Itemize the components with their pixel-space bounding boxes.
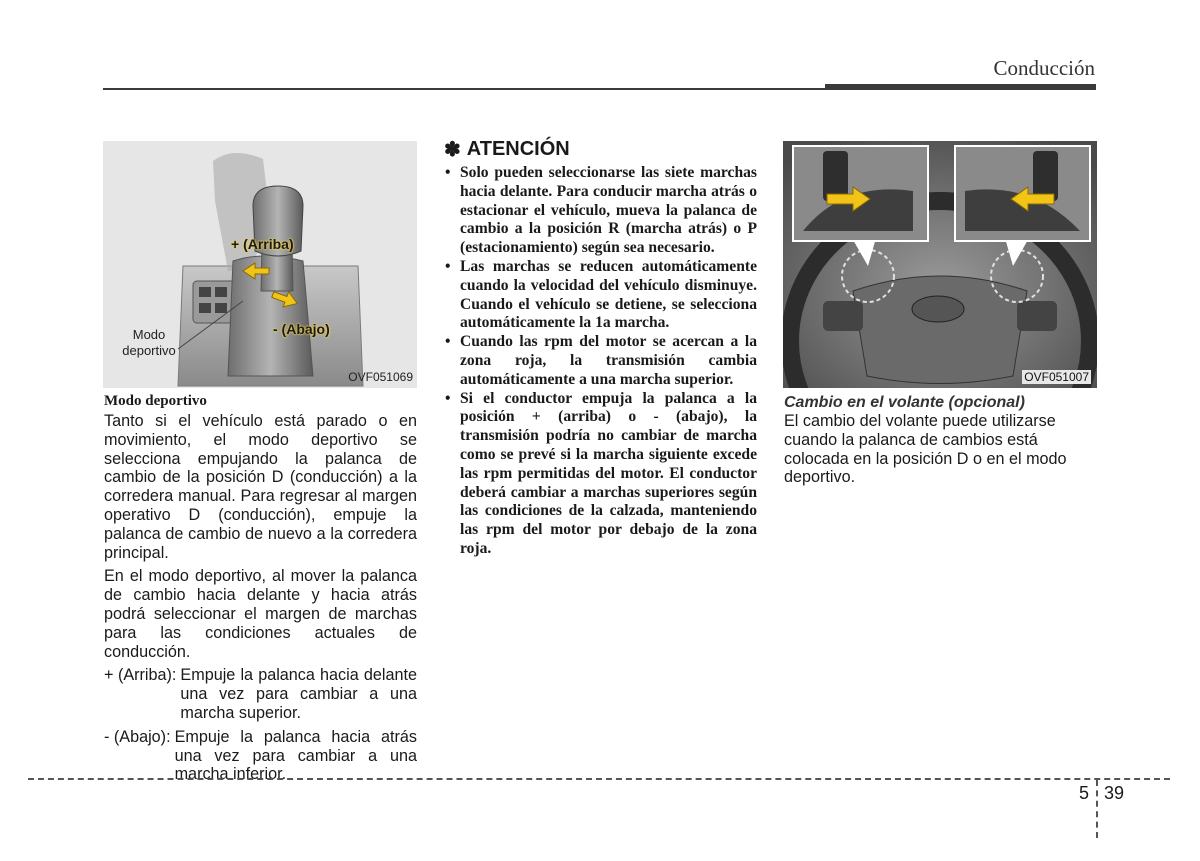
footer-rule xyxy=(28,778,1170,780)
definition-down xyxy=(104,728,417,784)
header-rule xyxy=(103,88,825,90)
section-number: 5 xyxy=(1079,783,1090,803)
attention-heading xyxy=(444,137,757,162)
paddle-shift-caption: Cambio en el volante (opcional) xyxy=(784,394,1025,411)
header-rule-thick xyxy=(825,84,1096,90)
list-item-text: Las marchas se reducen automáticamente cuando la velocidad del vehículo disminuye. Cuando el vehículo se detiene, se selecciona automáticamente la 1a marcha. xyxy=(460,257,757,332)
paddle-shift-text: El cambio del volante puede utilizarse cuando la palanca de cambios está colocada en la posición D o en el modo deportivo. xyxy=(784,412,1067,487)
definition-up xyxy=(104,666,417,722)
attention-list xyxy=(444,164,757,559)
left-column xyxy=(104,393,417,784)
list-item xyxy=(444,390,757,559)
bullet-icon: • xyxy=(445,257,451,275)
attention-title: ATENCIÓN xyxy=(466,138,570,160)
steering-wheel-illustration xyxy=(783,141,1097,388)
list-item xyxy=(444,258,757,333)
definition-term: - (Abajo): xyxy=(104,727,171,746)
definition-term: + (Arriba): xyxy=(104,666,177,685)
callout-arriba: + (Arriba) xyxy=(231,236,294,252)
bullet-icon: • xyxy=(445,333,451,351)
bullet-icon: • xyxy=(445,164,451,181)
sport-mode-paragraph-1: Tanto si el vehículo está parado o en movimiento, el modo deportivo se selecciona empujando la palanca de cambio de la posición D (conducción) a la corredera manual. Para regresar al margen operativo D (conducción), empuje la palanca de cambio de nuevo a la corredera principal. xyxy=(104,412,417,562)
attention-column xyxy=(444,137,757,559)
page-number: 39 xyxy=(1104,783,1125,803)
list-item-text: Cuando las rpm del motor se acercan a la zona roja, la transmisión cambia automáticamente a una marcha superior. xyxy=(460,333,757,388)
list-item-text: Solo pueden seleccionarse las siete marchas hacia delante. Para conducir marcha atrás o estacionar el vehículo, mueva la palanca de cambio a la posición R (marcha atrás) o P (estacionamiento) según sea necesario. xyxy=(460,164,757,257)
sport-mode-paragraph-2: En el modo deportivo, al mover la palanca de cambio hacia delante y hacia atrás podrá seleccionar el margen de marchas para las condiciones actuales de conducción. xyxy=(104,567,417,661)
sport-mode-heading: Modo deportivo xyxy=(104,393,207,409)
figure-code-left: OVF051069 xyxy=(348,370,413,384)
list-item-text: Si el conductor empuja la palanca a la posición + (arriba) o - (abajo), la transmisión podría no cambiar de marcha como se prevé si la marcha siguiente excede las rpm permitidas del motor. El conductor deberá cambiar a marchas superiores según las condiciones de la calzada, manteniendo las rpm del motor por debajo de la zona roja. xyxy=(460,389,757,557)
definition-desc: Empuje la palanca hacia atrás una vez para cambiar a una marcha inferior. xyxy=(174,727,417,784)
list-item xyxy=(444,333,757,389)
right-column xyxy=(784,393,1097,487)
gear-shift-figure xyxy=(103,141,417,388)
callout-abajo: - (Abajo) xyxy=(273,321,330,337)
asterisk-icon: ✽ xyxy=(444,139,461,161)
steering-wheel-figure xyxy=(783,141,1097,388)
page-header-title: Conducción xyxy=(993,56,1095,80)
sport-mode-label: Modo deportivo xyxy=(122,327,176,358)
definition-desc: Empuje la palanca hacia delante una vez para cambiar a una marcha superior. xyxy=(180,666,417,722)
figure-code-right: OVF051007 xyxy=(1024,370,1089,384)
list-item xyxy=(444,164,757,258)
bullet-icon: • xyxy=(445,389,451,407)
footer-divider xyxy=(1096,780,1098,838)
